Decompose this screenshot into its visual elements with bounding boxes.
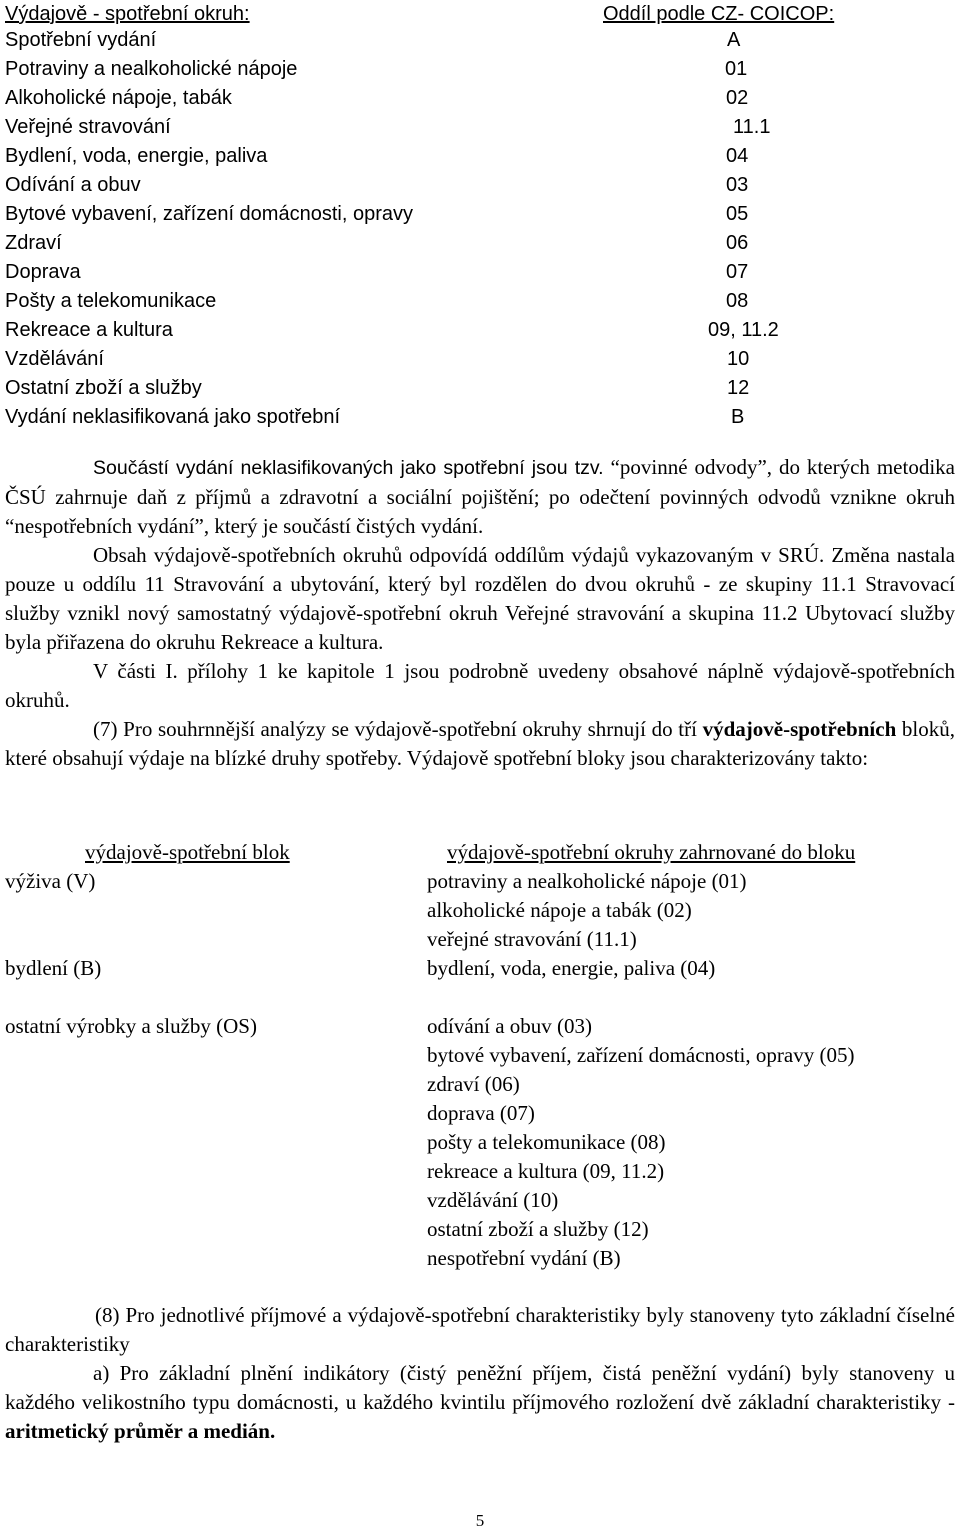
block-row: [5, 867, 955, 896]
category-row: [5, 374, 955, 403]
paragraph-a: [5, 1359, 955, 1446]
block-row: [5, 925, 955, 954]
category-row: [5, 229, 955, 258]
category-row: [5, 258, 955, 287]
category-code: 03: [726, 174, 749, 196]
paragraph-text: “povinné odvody”, do kterých metodika ČSÚ zahrnuje daň z příjmů a zdravotní a sociální pojištění; po odečtení povinných odvodů vznikne okruh “nespotřebních vydání”, který je součástí čistých vydání.: [5, 455, 955, 538]
header-spending-circuit: Výdajově - spotřební okruh:: [5, 3, 250, 25]
category-code: 09, 11.2: [708, 319, 779, 341]
category-code: 10: [727, 348, 750, 370]
category-row: [5, 113, 955, 142]
category-name: Bydlení, voda, energie, paliva: [5, 145, 268, 167]
block-item: bydlení, voda, energie, paliva (04): [427, 956, 716, 980]
block-row: [5, 1186, 955, 1215]
category-code: A: [727, 29, 741, 51]
category-code: 12: [727, 377, 750, 399]
bold-term: aritmetický průměr a medián.: [5, 1419, 276, 1443]
category-code: 11.1: [733, 116, 771, 138]
category-name: Veřejné stravování: [5, 116, 171, 138]
closing-text: [5, 1301, 955, 1446]
category-code: 08: [726, 290, 749, 312]
block-row: [5, 954, 955, 983]
category-code: 05: [726, 203, 749, 225]
block-row: [5, 1041, 955, 1070]
category-name: Potraviny a nealkoholické nápoje: [5, 58, 298, 80]
paragraph-7: [5, 715, 955, 773]
block-item: veřejné stravování (11.1): [427, 927, 637, 951]
category-name: Doprava: [5, 261, 81, 283]
category-code: 02: [726, 87, 749, 109]
body-text: [5, 453, 955, 773]
paragraph-obligatory-payments: [5, 453, 955, 541]
category-code: 01: [725, 58, 748, 80]
category-name: Vzdělávání: [5, 348, 104, 370]
header-block: výdajově-spotřební blok: [85, 840, 290, 864]
block-item: ostatní zboží a služby (12): [427, 1217, 649, 1241]
paragraph-8: (8) Pro jednotlivé příjmové a výdajově-spotřební charakteristiky byly stanoveny tyto základní číselné charakteristiky: [5, 1303, 955, 1356]
block-row: [5, 1157, 955, 1186]
block-row: [5, 1128, 955, 1157]
category-name: Ostatní zboží a služby: [5, 377, 202, 399]
block-row: [5, 1070, 955, 1099]
block-row: [5, 1244, 955, 1273]
block-name: ostatní výrobky a služby (OS): [5, 1014, 257, 1038]
category-table: [5, 26, 955, 432]
category-name: Zdraví: [5, 232, 62, 254]
block-item: vzdělávání (10): [427, 1188, 559, 1212]
category-row: [5, 84, 955, 113]
block-name: výživa (V): [5, 869, 96, 893]
category-row: [5, 287, 955, 316]
block-item: zdraví (06): [427, 1072, 520, 1096]
category-row: [5, 345, 955, 374]
header-items: výdajově-spotřební okruhy zahrnované do bloku: [447, 840, 856, 864]
category-name: Alkoholické nápoje, tabák: [5, 87, 232, 109]
category-code: 04: [726, 145, 749, 167]
category-row: [5, 26, 955, 55]
category-row: [5, 142, 955, 171]
block-name: bydlení (B): [5, 956, 102, 980]
block-table-body: [5, 867, 955, 1273]
page-number: 5: [475, 1511, 485, 1530]
category-row: [5, 316, 955, 345]
block-item: potraviny a nealkoholické nápoje (01): [427, 869, 747, 893]
block-item: alkoholické nápoje a tabák (02): [427, 898, 692, 922]
block-item: odívání a obuv (03): [427, 1014, 593, 1038]
paragraph-text: a) Pro základní plnění indikátory (čistý peněžní příjem, čistá peněžní vydání) byly stanoveny u každého velikostního typu domácnosti, u každého kvintilu příjmového rozložení dvě základní charakteristiky -: [5, 1361, 955, 1414]
block-row: [5, 1099, 955, 1128]
category-name: Odívání a obuv: [5, 174, 141, 196]
bold-term: výdajově-spotřebních: [702, 717, 897, 741]
category-name: Vydání neklasifikovaná jako spotřební: [5, 406, 341, 428]
category-row: [5, 55, 955, 84]
block-item: nespotřební vydání (B): [427, 1246, 621, 1270]
category-name: Bytové vybavení, zařízení domácnosti, opravy: [5, 203, 413, 225]
paragraph-content-circuits: Obsah výdajově-spotřebních okruhů odpovídá oddílům výdajů vykazovaným v SRÚ. Změna nastala pouze u oddílu 11 Stravování a ubytování, který byl rozdělen do dvou okruhů - ze skupiny 11.1 Stravovací služby vznikl nový samostatný výdajově-spotřební okruh Veřejné stravování a skupina 11.2 Ubytovací služby byla přiřazena do okruhu Rekreace a kultura.: [5, 543, 955, 654]
category-row: [5, 200, 955, 229]
paragraph-text: (7) Pro souhrnnější analýzy se výdajově-spotřební okruhy shrnují do tří: [93, 717, 703, 741]
block-row: [5, 896, 955, 925]
category-code: 06: [726, 232, 749, 254]
category-name: Spotřební vydání: [5, 29, 157, 51]
block-item: rekreace a kultura (09, 11.2): [427, 1159, 665, 1183]
header-coicop-section: Oddíl podle CZ- COICOP:: [603, 3, 835, 25]
block-item: doprava (07): [427, 1101, 535, 1125]
category-name: Pošty a telekomunikace: [5, 290, 217, 312]
block-row: [5, 1012, 955, 1041]
block-item: pošty a telekomunikace (08): [427, 1130, 666, 1154]
category-code: 07: [726, 261, 749, 283]
block-table: [5, 838, 955, 1273]
block-table-header: [5, 838, 955, 867]
block-row: [5, 1215, 955, 1244]
category-code: B: [731, 406, 745, 428]
paragraph-text: bloků, které obsahují výdaje na blízké druhy spotřeby. Výdajově spotřební bloky jsou charakterizovány takto:: [5, 717, 956, 770]
spacer: [5, 983, 955, 1012]
category-name: Rekreace a kultura: [5, 319, 173, 341]
category-row: [5, 403, 955, 432]
category-row: [5, 171, 955, 200]
paragraph-annex-reference: V části I. přílohy 1 ke kapitole 1 jsou podrobně uvedeny obsahové náplně výdajově-spotřebních okruhů.: [5, 659, 955, 712]
block-item: bytové vybavení, zařízení domácnosti, opravy (05): [427, 1043, 855, 1067]
paragraph-lead-text: Součástí vydání neklasifikovaných jako spotřební jsou tzv.: [93, 457, 604, 479]
